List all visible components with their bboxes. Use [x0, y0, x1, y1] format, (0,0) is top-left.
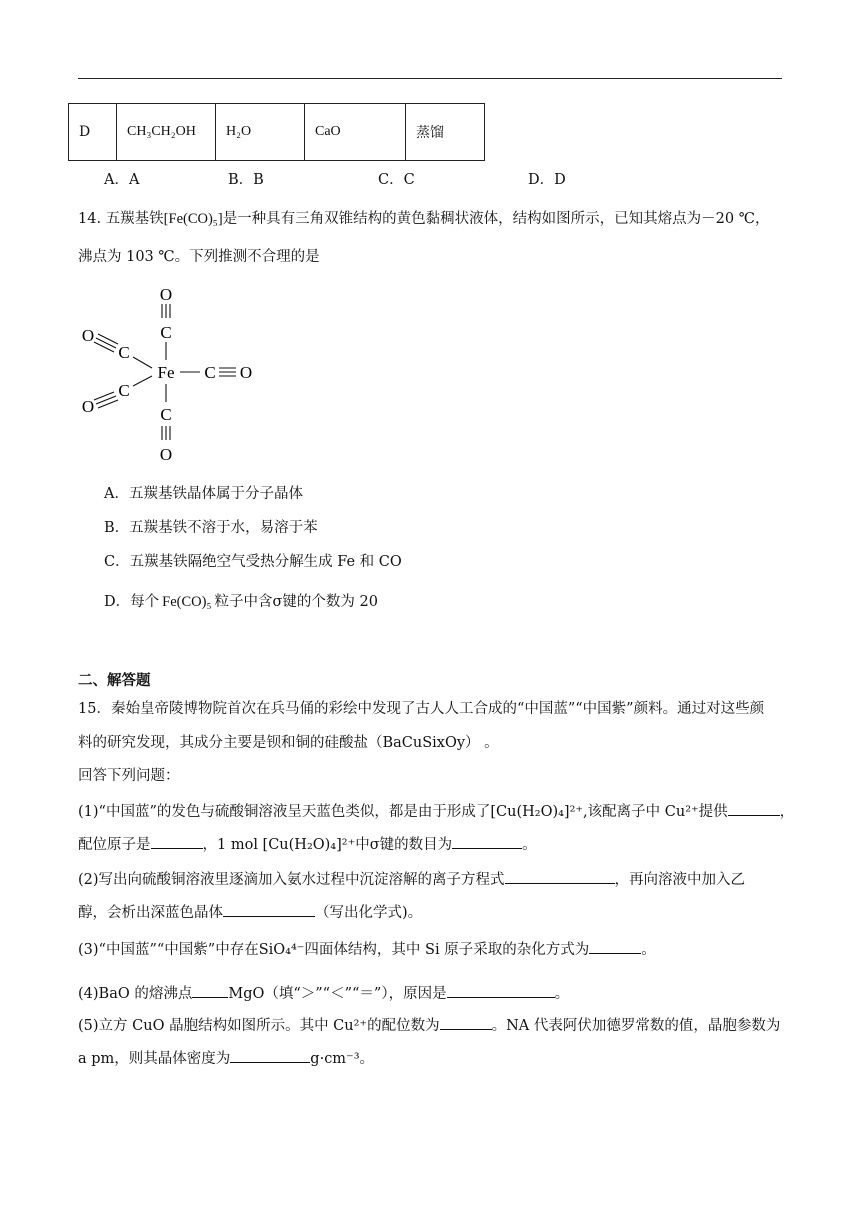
table-cell: 蒸馏 [406, 104, 485, 161]
table-cell: H₂O [216, 104, 305, 161]
question-text: （写出化学式)。 [315, 905, 423, 921]
option-b: B．B [228, 172, 264, 188]
table-cell: CaO [305, 104, 406, 161]
answer-blank[interactable] [452, 834, 522, 849]
atom-c-bottom: C [160, 405, 172, 424]
question-text: 醇，会析出深蓝色晶体 [78, 905, 223, 921]
question-text: 配位原子是 [78, 837, 151, 853]
q15-part2-line2 [78, 902, 422, 923]
q15-line3: 回答下列问题： [78, 768, 180, 784]
section-title: 二、解答题 [78, 672, 151, 689]
bond [133, 376, 152, 386]
bond [94, 392, 114, 400]
table-cell: D [69, 104, 117, 161]
option-c: C．C [378, 172, 415, 188]
q15-line2: 料的研究发现，其成分主要是钡和铜的硅酸盐（BaCuSixOy） 。 [78, 735, 499, 751]
bond [94, 342, 114, 352]
q15-part5-line1 [78, 1015, 780, 1036]
answer-blank[interactable] [505, 869, 615, 884]
atom-c-right: C [204, 363, 216, 382]
bond [96, 338, 116, 348]
q15-part5-line2 [78, 1048, 374, 1069]
chem-formula: [Fe(CO)₅] [163, 211, 223, 227]
answer-blank[interactable] [230, 1048, 310, 1063]
answer-blank[interactable] [223, 902, 315, 917]
question-number: 14. [78, 211, 102, 227]
q15-line1: 15．秦始皇帝陵博物院首次在兵马俑的彩绘中发现了古人人工合成的“中国蓝”“中国紫”颜料。通过对这些颜 [78, 701, 765, 717]
q15-part2-line1 [78, 869, 745, 890]
table-cell: CH₃CH₂OH [117, 104, 216, 161]
answer-blank[interactable] [728, 801, 780, 816]
option-d: D．D [528, 172, 566, 188]
atom-o-right: O [239, 363, 253, 382]
bond [98, 334, 118, 344]
question-text: a pm，则其晶体密度为 [78, 1051, 231, 1067]
question-text: ，1 mol [Cu(H₂O)₄]²⁺中σ键的数目为 [202, 837, 453, 853]
q15-part1-line1 [78, 801, 794, 822]
punctuation: 。 [554, 986, 570, 1002]
header-rule [78, 78, 782, 79]
punctuation: 。 [522, 837, 537, 853]
punctuation: ， [779, 804, 795, 820]
atom-o-top: O [159, 285, 173, 304]
q14-option-a: A．五羰基铁晶体属于分子晶体 [104, 486, 303, 502]
bond [98, 400, 118, 408]
atom-c-top: C [160, 323, 172, 342]
option-text: D．每个 [104, 594, 160, 610]
answer-blank[interactable] [589, 939, 641, 954]
atom-c-upper-left: C [118, 343, 130, 362]
question-text: MgO（填“＞”“＜”“＝”），原因是 [228, 986, 447, 1002]
q14-option-c: C．五羰基铁隔绝空气受热分解生成 Fe 和 CO [104, 554, 402, 570]
atom-fe-center: Fe [157, 363, 175, 382]
bond [133, 357, 152, 368]
q15-part1-line2 [78, 834, 537, 855]
question-text: g·cm⁻³。 [310, 1051, 375, 1067]
chem-formula: Fe(CO)₅ [162, 594, 212, 610]
atom-o-bottom: O [159, 445, 173, 464]
question-text: 是一种具有三角双锥结构的黄色黏稠状液体，结构如图所示，已知其熔点为－20 ℃， [222, 211, 770, 227]
question-text: 五羰基铁 [105, 211, 164, 227]
option-text: 粒子中含σ键的个数为 20 [214, 594, 378, 610]
answer-blank[interactable] [447, 983, 555, 998]
question-text: ，再向溶液中加入乙 [614, 872, 746, 888]
fe-co5-structure-diagram [76, 280, 266, 470]
question-text: (3)“中国蓝”“中国紫”中存在SiO₄⁴⁻四面体结构，其中 Si 原子采取的杂化方式为 [78, 942, 590, 958]
question-text: (5)立方 CuO 晶胞结构如图所示。其中 Cu²⁺的配位数为 [78, 1018, 440, 1034]
question-text: (2)写出向硫酸铜溶液里逐滴加入氨水过程中沉淀溶解的离子方程式 [78, 872, 505, 888]
bond [96, 396, 116, 404]
question-text: 。NA 代表阿伏加德罗常数的值，晶胞参数为 [491, 1018, 781, 1034]
atom-o-lower-left: O [81, 397, 95, 416]
option-table [68, 103, 485, 161]
question-14-line1 [78, 209, 769, 229]
q15-part3 [78, 939, 656, 960]
punctuation: 。 [641, 942, 656, 958]
answer-blank[interactable] [151, 834, 203, 849]
q15-part4 [78, 983, 569, 1004]
question-text: (1)“中国蓝”的发色与硫酸铜溶液呈天蓝色类似，都是由于形成了[Cu(H₂O)₄]²⁺,该配离子中 Cu²⁺提供 [78, 804, 728, 820]
answer-blank[interactable] [440, 1015, 492, 1030]
q14-option-d [104, 592, 378, 612]
q14-option-b: B．五羰基铁不溶于水，易溶于苯 [104, 520, 318, 536]
option-a: A．A [104, 172, 140, 188]
question-14-line2: 沸点为 103 ℃。下列推测不合理的是 [78, 249, 320, 265]
answer-blank[interactable] [192, 983, 228, 998]
table-row [69, 104, 485, 161]
question-text: (4)BaO 的熔沸点 [78, 986, 193, 1002]
atom-c-lower-left: C [118, 381, 130, 400]
atom-o-upper-left: O [81, 326, 95, 345]
